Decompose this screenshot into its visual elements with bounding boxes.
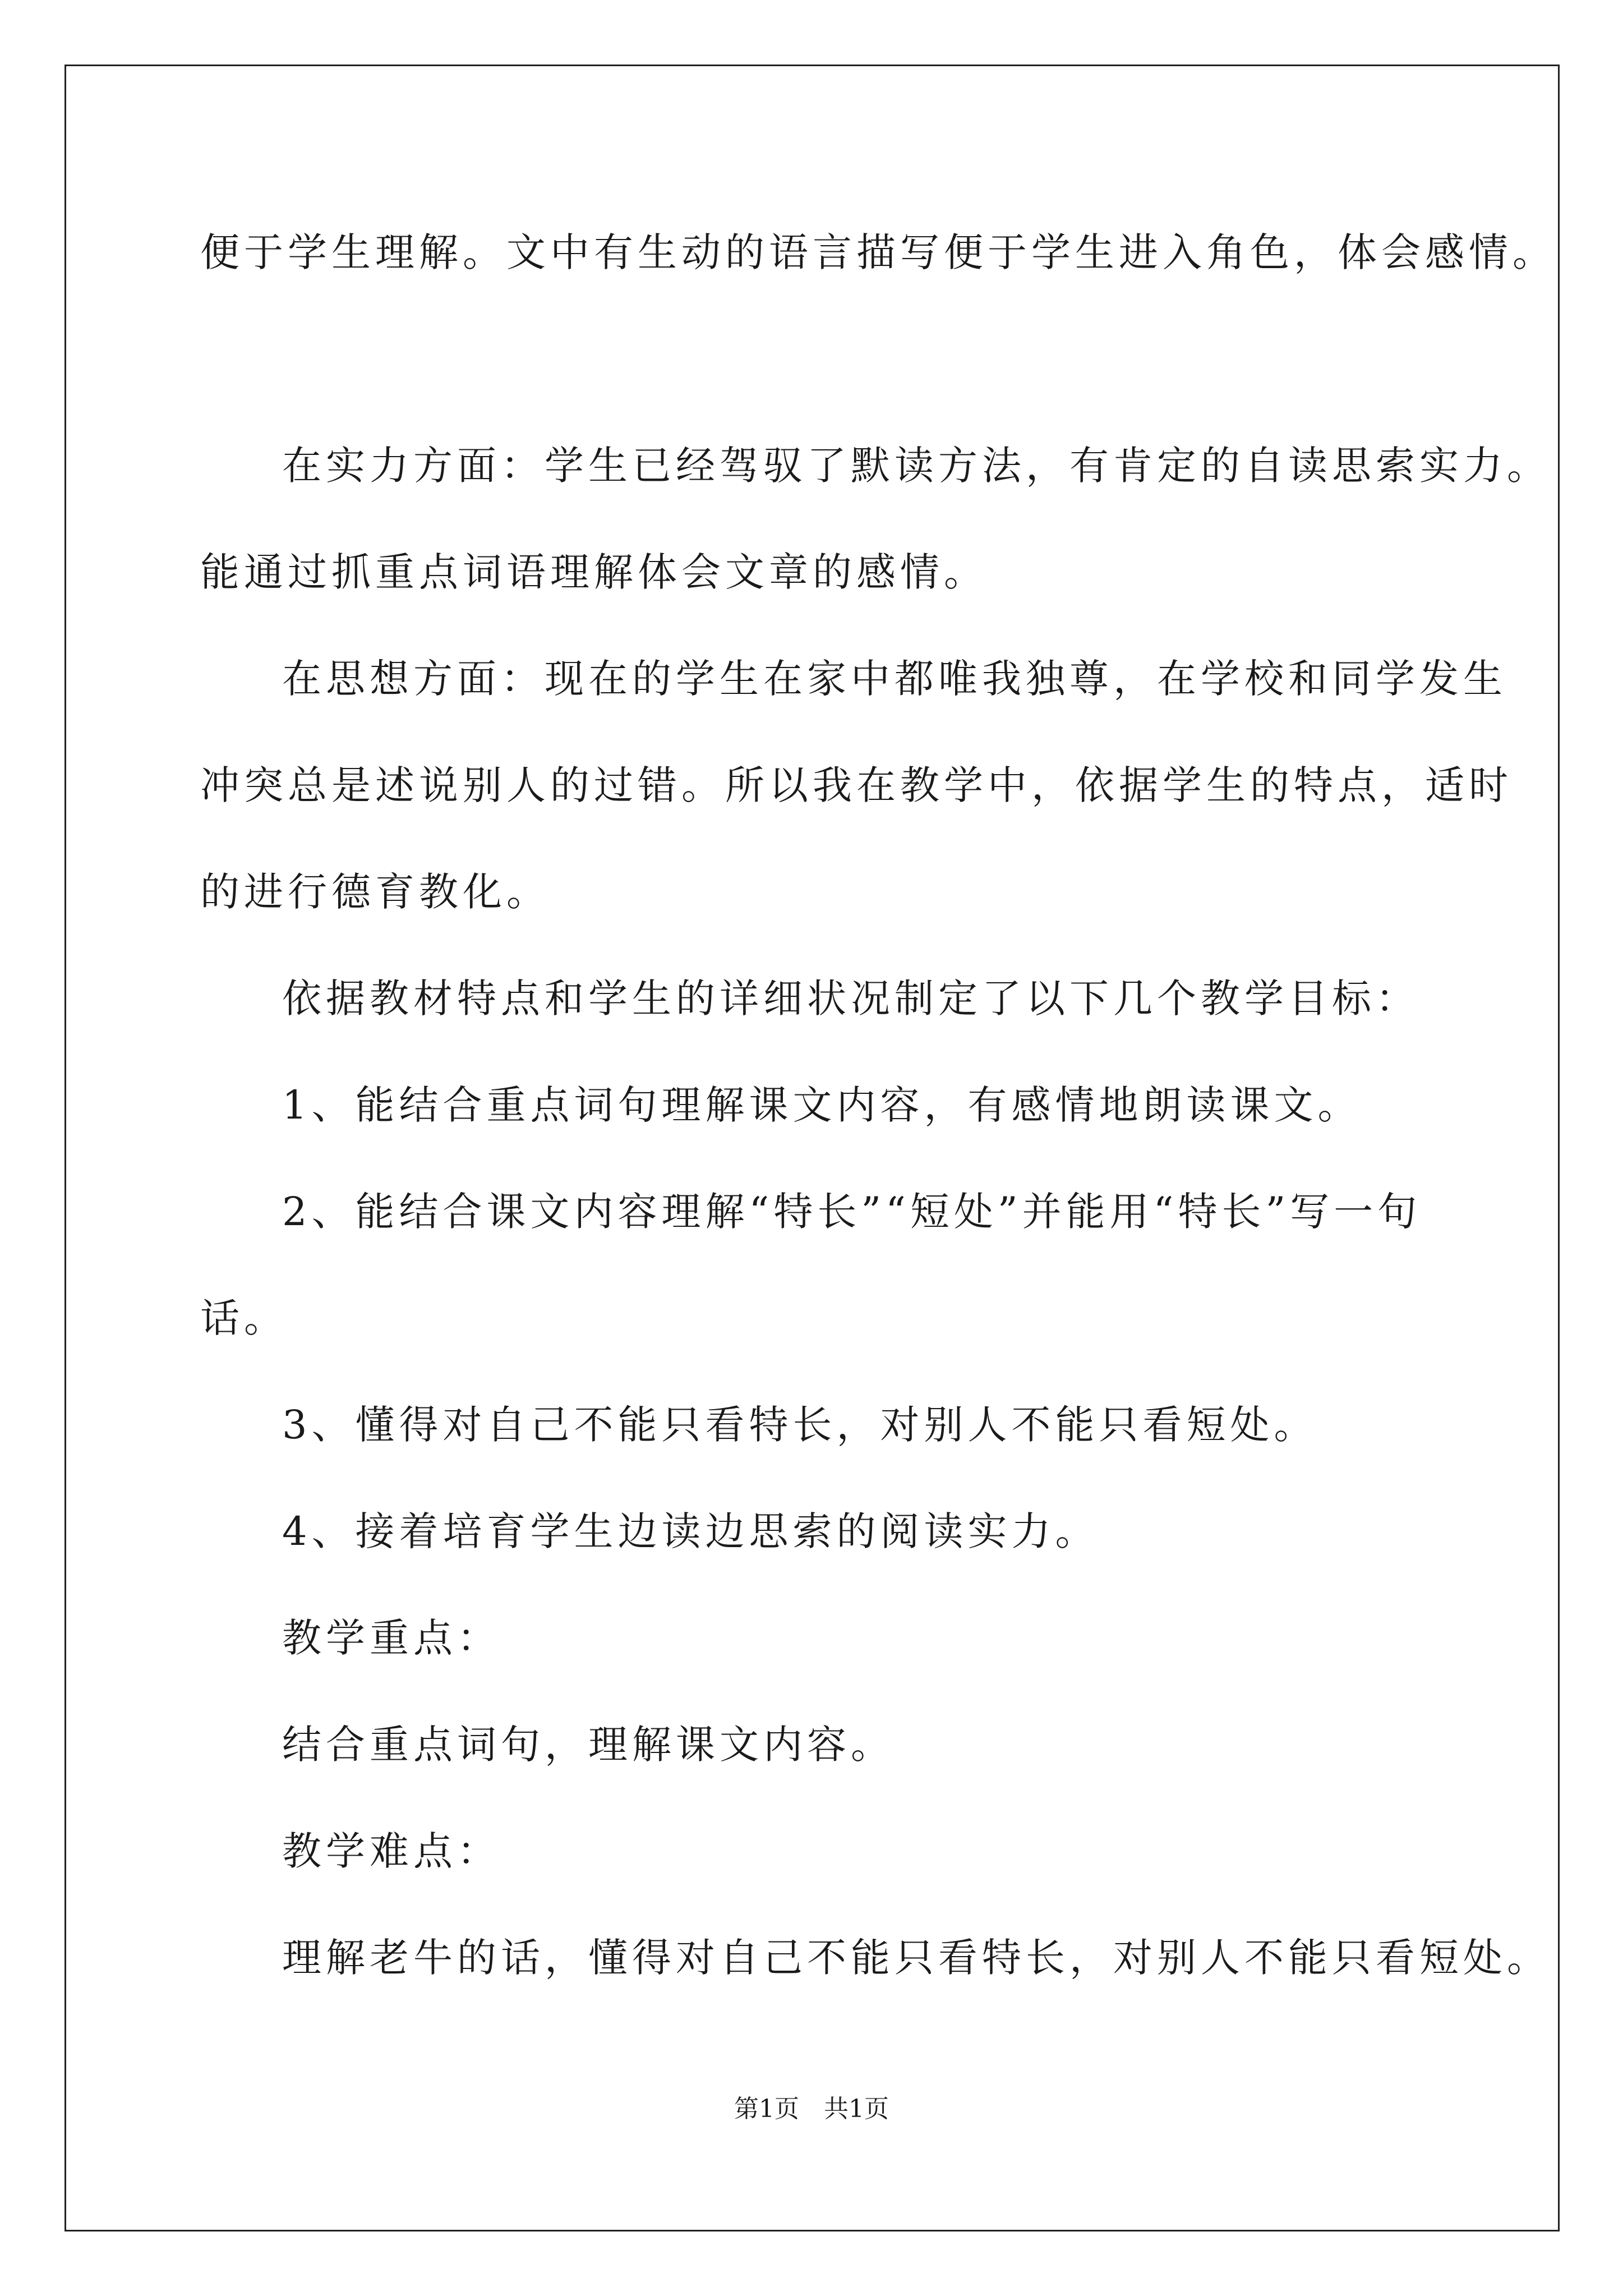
page-number-footer: 第1页 共1页 — [734, 2095, 889, 2123]
text-line: 话。 — [200, 1295, 288, 1341]
text-line: 理解老牛的话，懂得对自己不能只看特长，对别人不能只看短处。 — [282, 1935, 1551, 1981]
text-line: 4、接着培育学生边读边思索的阅读实力。 — [282, 1508, 1099, 1554]
text-line: 的进行德育教化。 — [200, 869, 550, 915]
text-line: 在实力方面：学生已经驾驭了默读方法，有肯定的自读思索实力。 — [282, 443, 1551, 489]
text-line: 依据教材特点和学生的详细状况制定了以下几个教学目标： — [282, 976, 1419, 1022]
page-frame — [64, 65, 1560, 2231]
text-line: 结合重点词句，理解课文内容。 — [282, 1722, 895, 1768]
text-line: 3、懂得对自己不能只看特长，对别人不能只看短处。 — [282, 1402, 1318, 1448]
text-line: 2、能结合课文内容理解“特长”“短处”并能用“特长”写一句 — [282, 1189, 1422, 1235]
text-line: 教学重点： — [282, 1615, 501, 1661]
text-line: 冲突总是述说别人的过错。所以我在教学中，依据学生的特点，适时 — [200, 762, 1513, 808]
text-line: 1、能结合重点词句理解课文内容，有感情地朗读课文。 — [282, 1082, 1362, 1128]
text-line: 教学难点： — [282, 1828, 501, 1874]
text-line: 能通过抓重点词语理解体会文章的感情。 — [200, 549, 988, 595]
text-line: 便于学生理解。文中有生动的语言描写便于学生进入角色，体会感情。 — [200, 229, 1556, 275]
text-line: 在思想方面：现在的学生在家中都唯我独尊，在学校和同学发生 — [282, 656, 1507, 702]
